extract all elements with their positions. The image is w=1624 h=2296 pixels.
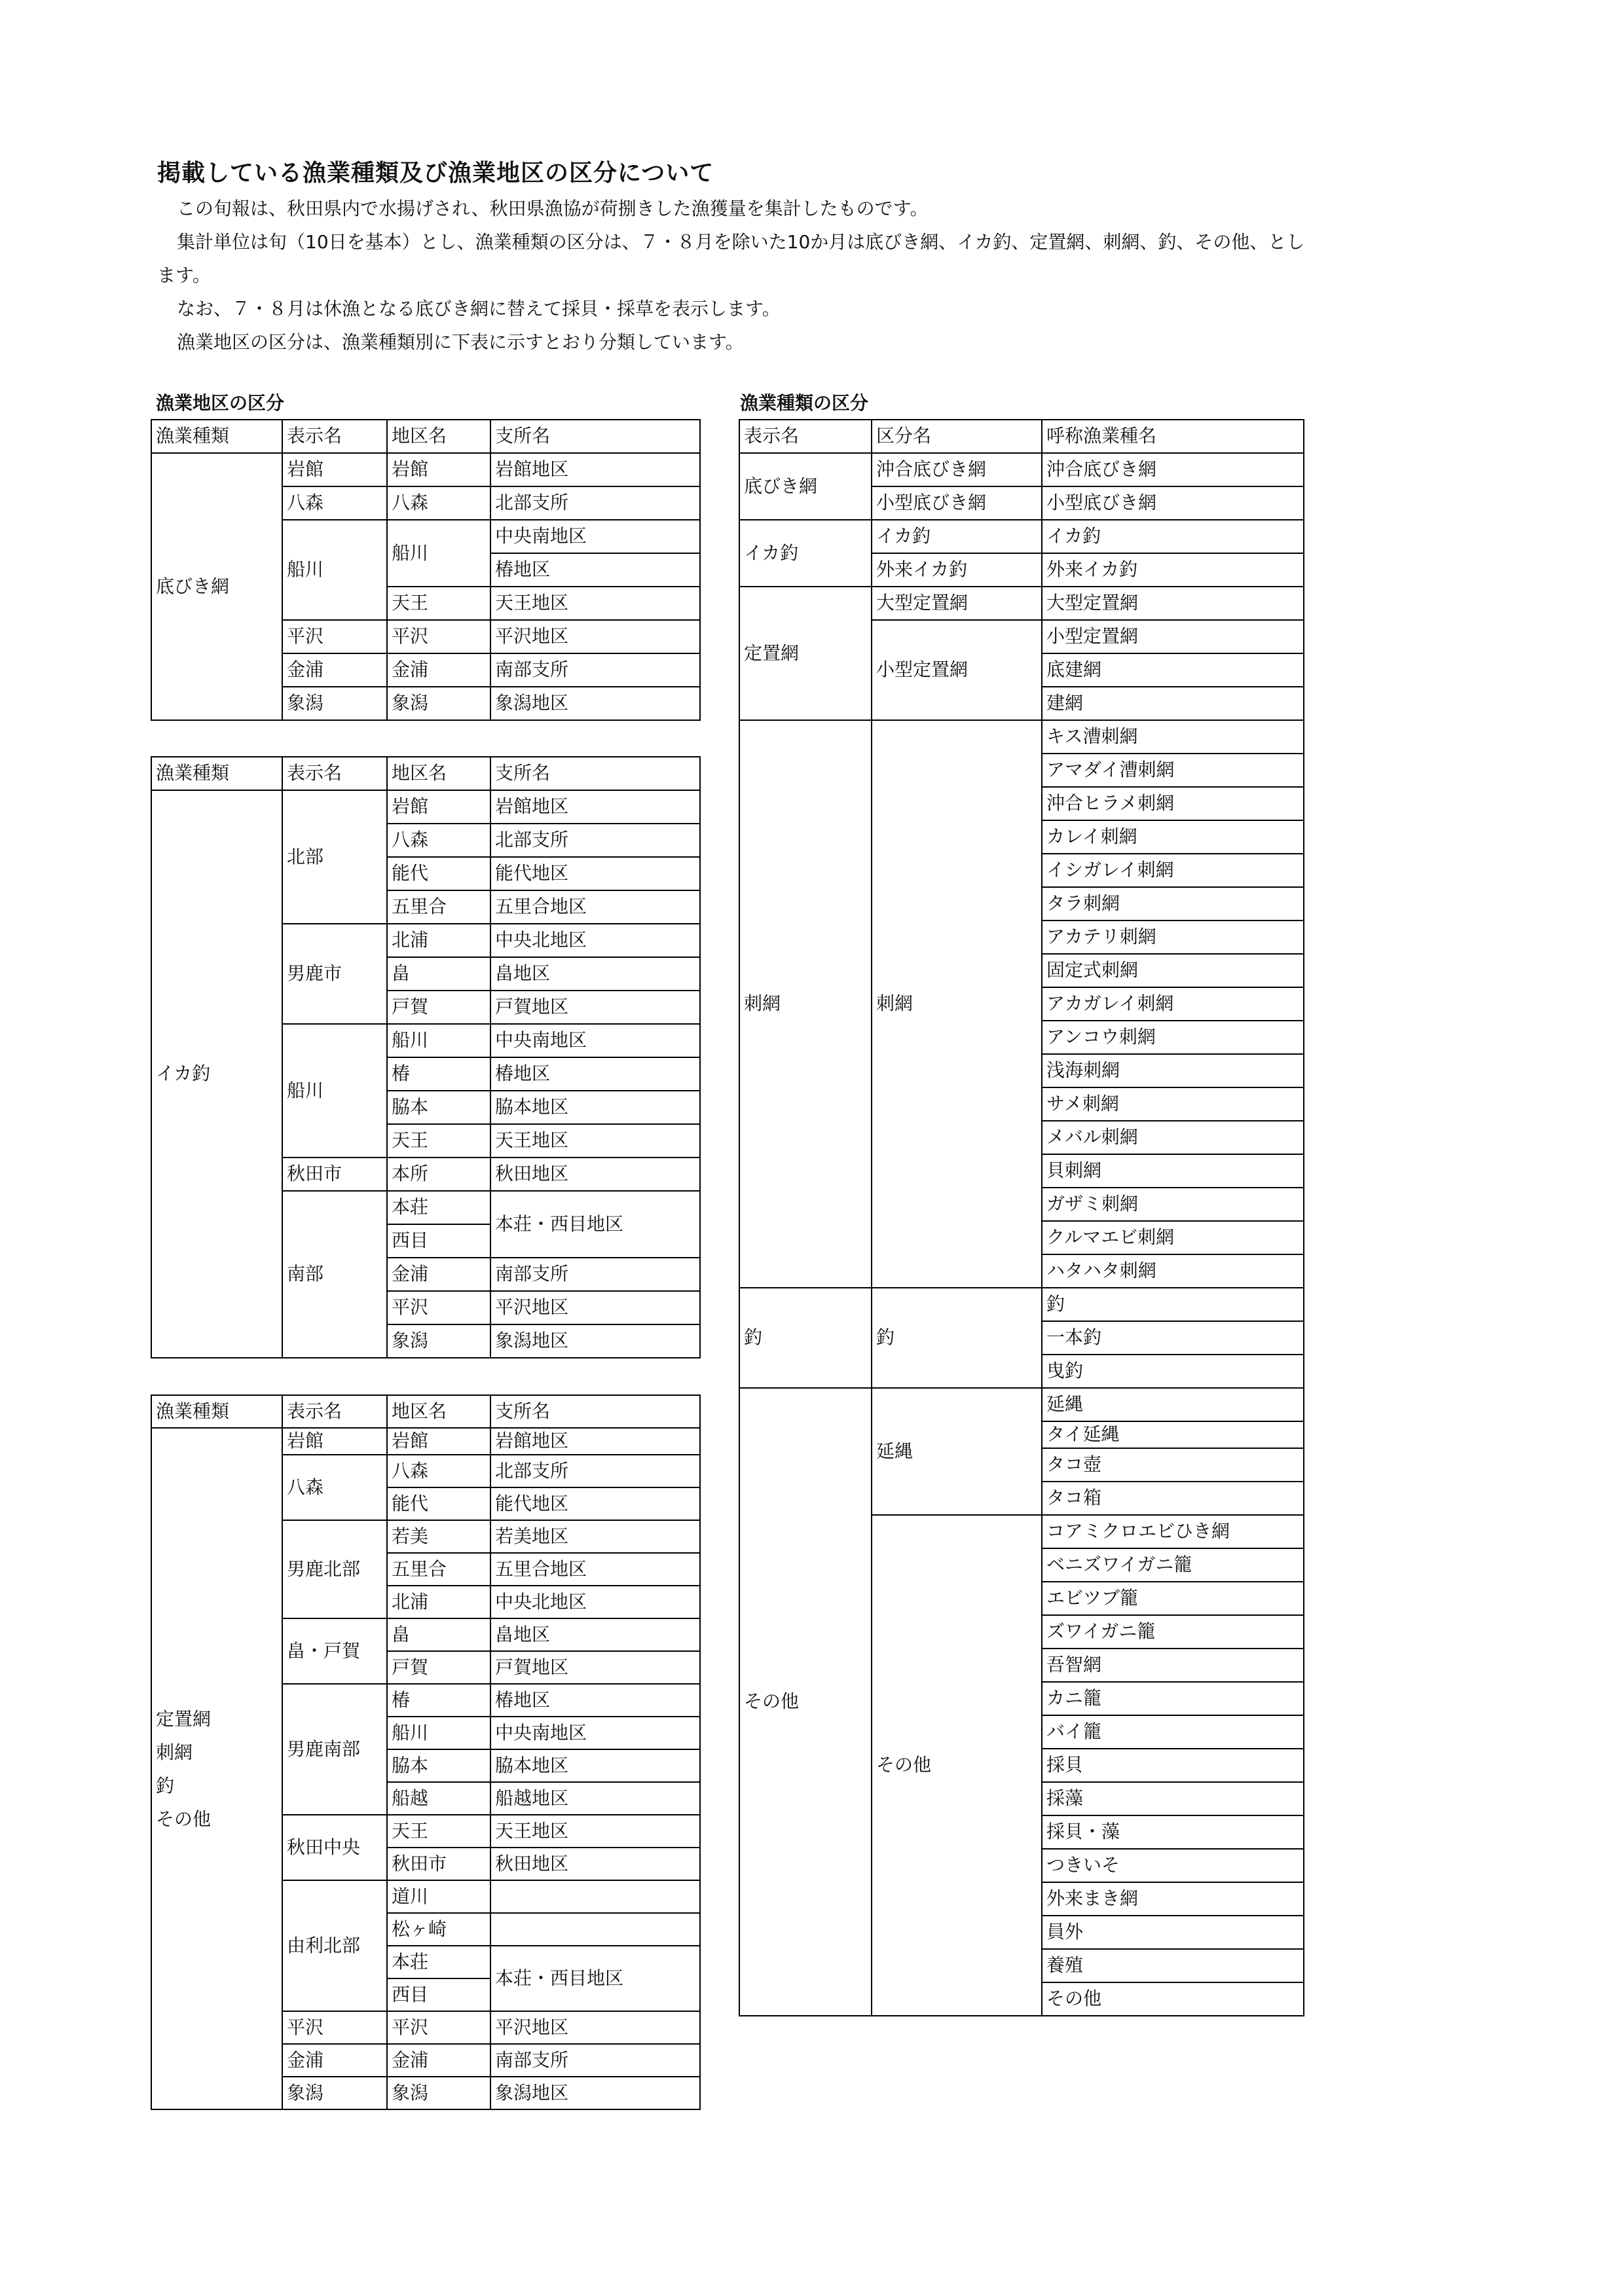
gear-common-name-cell: タコ壺 <box>1042 1448 1304 1482</box>
district-cell: 岩館 <box>387 1428 490 1455</box>
branch-cell: 五里合地区 <box>490 1553 700 1586</box>
table-row <box>739 587 1304 620</box>
gear-category-cell: 小型定置網 <box>872 620 1042 720</box>
branch-cell: 平沢地区 <box>490 1291 700 1324</box>
gear-display-cell: その他 <box>739 1388 872 2016</box>
gear-type-cell <box>151 1428 282 2109</box>
gear-common-name-cell: 採貝・藻 <box>1042 1815 1304 1849</box>
display-name-cell: 船川 <box>282 1024 387 1157</box>
district-cell: 金浦 <box>387 1258 490 1291</box>
gear-common-name-cell: 貝刺網 <box>1042 1154 1304 1188</box>
gear-common-name-cell: 底建網 <box>1042 653 1304 687</box>
display-name-cell: 由利北部 <box>282 1880 387 2011</box>
branch-cell: 天王地区 <box>490 1815 700 1848</box>
district-cell: 船川 <box>387 1024 490 1057</box>
branch-cell: 本荘・西目地区 <box>490 1946 700 2011</box>
district-cell: 秋田市 <box>387 1848 490 1880</box>
gear-common-name-cell: アカガレイ刺網 <box>1042 987 1304 1021</box>
intro-paragraph-2: 集計単位は旬（10日を基本）とし、漁業種類の区分は、７・８月を除いた10か月は底びき網、イカ釣、定置網、刺網、釣、その他、とします。 <box>157 231 1305 286</box>
gear-common-name-cell: アマダイ漕刺網 <box>1042 754 1304 787</box>
display-name-cell: 男鹿市 <box>282 924 387 1024</box>
district-cell: 能代 <box>387 1487 490 1520</box>
district-cell: 金浦 <box>387 2044 490 2077</box>
gear-common-name-cell: クルマエビ刺網 <box>1042 1221 1304 1254</box>
district-cell: 北浦 <box>387 924 490 957</box>
district-cell: 五里合 <box>387 1553 490 1586</box>
gear-common-name-cell: つきいそ <box>1042 1849 1304 1882</box>
gear-display-cell: イカ釣 <box>739 520 872 587</box>
district-cell: 天王 <box>387 1124 490 1157</box>
display-name-cell: 岩館 <box>282 1428 387 1455</box>
column-header: 支所名 <box>490 757 700 790</box>
branch-cell: 戸賀地区 <box>490 1651 700 1684</box>
display-name-cell: 象潟 <box>282 687 387 720</box>
gear-common-name-cell: カニ籠 <box>1042 1682 1304 1715</box>
branch-cell: 平沢地区 <box>490 2011 700 2044</box>
display-name-cell: 八森 <box>282 486 387 520</box>
gear-common-name-cell: 大型定置網 <box>1042 587 1304 620</box>
district-cell: 象潟 <box>387 1324 490 1358</box>
intro-paragraph-1: この旬報は、秋田県内で水揚げされ、秋田県漁協が荷捌きした漁獲量を集計したものです。 <box>177 198 929 219</box>
gear-common-name-cell: 吾智網 <box>1042 1649 1304 1682</box>
branch-cell: 象潟地区 <box>490 2077 700 2109</box>
district-cell: 戸賀 <box>387 991 490 1024</box>
gear-common-name-cell: エビツブ籠 <box>1042 1582 1304 1615</box>
display-name-cell: 八森 <box>282 1455 387 1520</box>
district-cell: 若美 <box>387 1520 490 1553</box>
gear-common-name-cell: アカテリ刺網 <box>1042 920 1304 954</box>
branch-cell: 戸賀地区 <box>490 991 700 1024</box>
branch-cell: 南部支所 <box>490 1258 700 1291</box>
gear-common-name-cell: 延縄 <box>1042 1388 1304 1421</box>
district-cell: 平沢 <box>387 620 490 653</box>
gear-type-line: その他 <box>156 1808 212 1830</box>
gear-type-line: 釣 <box>156 1774 175 1796</box>
branch-cell: 中央北地区 <box>490 1586 700 1618</box>
gear-category-cell: 延縄 <box>872 1388 1042 1515</box>
district-cell: 西目 <box>387 1224 490 1258</box>
column-header: 表示名 <box>282 420 387 453</box>
district-cell: 八森 <box>387 1455 490 1487</box>
table-row <box>151 453 700 486</box>
district-cell: 平沢 <box>387 1291 490 1324</box>
district-cell: 船川 <box>387 1717 490 1749</box>
gear-common-name-cell: 建網 <box>1042 687 1304 720</box>
branch-cell: 秋田地区 <box>490 1848 700 1880</box>
gear-category-table <box>739 419 1304 2016</box>
gear-common-name-cell: 外来イカ釣 <box>1042 553 1304 587</box>
district-cell: 畠 <box>387 1618 490 1651</box>
branch-cell: 能代地区 <box>490 857 700 890</box>
branch-cell: 中央南地区 <box>490 1717 700 1749</box>
branch-cell <box>490 1913 700 1946</box>
display-name-cell: 岩館 <box>282 453 387 486</box>
table-row <box>739 453 1304 486</box>
gear-category-cell: 沖合底びき網 <box>872 453 1042 486</box>
gear-display-cell: 刺網 <box>739 720 872 1288</box>
table-row <box>151 1428 700 1455</box>
gear-common-name-cell: ガザミ刺網 <box>1042 1188 1304 1221</box>
display-name-cell: 船川 <box>282 520 387 620</box>
area-table-setnet-other <box>151 1394 701 2110</box>
district-cell: 岩館 <box>387 790 490 824</box>
gear-type-cell: イカ釣 <box>151 790 282 1358</box>
table-row <box>739 720 1304 754</box>
gear-common-name-cell: 採藻 <box>1042 1782 1304 1815</box>
branch-cell: 北部支所 <box>490 486 700 520</box>
display-name-cell: 男鹿北部 <box>282 1520 387 1618</box>
district-cell: 椿 <box>387 1057 490 1091</box>
column-header: 表示名 <box>282 1395 387 1428</box>
table-row <box>739 1288 1304 1321</box>
display-name-cell: 金浦 <box>282 653 387 687</box>
display-name-cell: 平沢 <box>282 2011 387 2044</box>
gear-common-name-cell: タコ箱 <box>1042 1482 1304 1515</box>
gear-display-cell: 定置網 <box>739 587 872 720</box>
gear-category-cell: 刺網 <box>872 720 1042 1288</box>
district-cell: 平沢 <box>387 2011 490 2044</box>
gear-display-cell: 底びき網 <box>739 453 872 520</box>
column-header: 呼称漁業種名 <box>1042 420 1304 453</box>
column-header: 支所名 <box>490 420 700 453</box>
branch-cell: 象潟地区 <box>490 1324 700 1358</box>
district-cell: 天王 <box>387 1815 490 1848</box>
district-cell: 道川 <box>387 1880 490 1913</box>
page-title: 掲載している漁業種類及び漁業地区の区分について <box>157 160 714 187</box>
table-header-row <box>739 420 1304 453</box>
gear-common-name-cell: タラ刺網 <box>1042 887 1304 920</box>
gear-common-name-cell: 沖合ヒラメ刺網 <box>1042 787 1304 820</box>
display-name-cell: 象潟 <box>282 2077 387 2109</box>
gear-common-name-cell: 外来まき網 <box>1042 1882 1304 1916</box>
branch-cell: 平沢地区 <box>490 620 700 653</box>
column-header: 地区名 <box>387 757 490 790</box>
table-header-row <box>151 757 700 790</box>
column-header: 支所名 <box>490 1395 700 1428</box>
gear-common-name-cell: メバル刺網 <box>1042 1121 1304 1154</box>
branch-cell: 五里合地区 <box>490 890 700 924</box>
district-cell: 金浦 <box>387 653 490 687</box>
display-name-cell: 南部 <box>282 1191 387 1358</box>
district-cell: 能代 <box>387 857 490 890</box>
table-row <box>739 1388 1304 1421</box>
branch-cell: 岩館地区 <box>490 790 700 824</box>
display-name-cell: 秋田中央 <box>282 1815 387 1880</box>
gear-display-cell: 釣 <box>739 1288 872 1388</box>
district-cell: 畠 <box>387 957 490 991</box>
branch-cell: 中央北地区 <box>490 924 700 957</box>
branch-cell: 畠地区 <box>490 1618 700 1651</box>
gear-common-name-cell: バイ籠 <box>1042 1715 1304 1749</box>
branch-cell: 北部支所 <box>490 1455 700 1487</box>
district-cell: 五里合 <box>387 890 490 924</box>
gear-common-name-cell: 小型底びき網 <box>1042 486 1304 520</box>
gear-category-cell: その他 <box>872 1515 1042 2016</box>
column-header: 表示名 <box>282 757 387 790</box>
column-header: 地区名 <box>387 420 490 453</box>
gear-common-name-cell: 養殖 <box>1042 1949 1304 1982</box>
branch-cell: 椿地区 <box>490 1684 700 1717</box>
branch-cell: 南部支所 <box>490 653 700 687</box>
district-cell: 八森 <box>387 486 490 520</box>
gear-common-name-cell: ベニズワイガニ籠 <box>1042 1548 1304 1582</box>
branch-cell: 椿地区 <box>490 553 700 587</box>
intro-paragraph-4: 漁業地区の区分は、漁業種類別に下表に示すとおり分類しています。 <box>177 331 744 353</box>
branch-cell: 畠地区 <box>490 957 700 991</box>
branch-cell: 北部支所 <box>490 824 700 857</box>
district-cell: 八森 <box>387 824 490 857</box>
gear-type-line: 定置網 <box>156 1707 212 1730</box>
gear-common-name-cell: その他 <box>1042 1982 1304 2016</box>
gear-category-cell: 小型底びき網 <box>872 486 1042 520</box>
intro-paragraph-3: なお、７・８月は休漁となる底びき網に替えて採貝・採草を表示します。 <box>177 298 781 319</box>
display-name-cell: 北部 <box>282 790 387 924</box>
column-header: 漁業種類 <box>151 1395 282 1428</box>
area-section-caption: 漁業地区の区分 <box>156 392 285 414</box>
display-name-cell: 金浦 <box>282 2044 387 2077</box>
district-cell: 脇本 <box>387 1749 490 1782</box>
district-cell: 戸賀 <box>387 1651 490 1684</box>
branch-cell: 岩館地区 <box>490 453 700 486</box>
intro-text <box>157 192 1310 359</box>
gear-common-name-cell: キス漕刺網 <box>1042 720 1304 754</box>
branch-cell: 若美地区 <box>490 1520 700 1553</box>
district-cell: 北浦 <box>387 1586 490 1618</box>
display-name-cell: 平沢 <box>282 620 387 653</box>
branch-cell: 天王地区 <box>490 587 700 620</box>
district-cell: 本所 <box>387 1157 490 1191</box>
area-table-squid <box>151 756 701 1358</box>
gear-common-name-cell: 浅海刺網 <box>1042 1054 1304 1087</box>
column-header: 表示名 <box>739 420 872 453</box>
gear-common-name-cell: 一本釣 <box>1042 1321 1304 1355</box>
gear-category-cell: 外来イカ釣 <box>872 553 1042 587</box>
display-name-cell: 男鹿南部 <box>282 1684 387 1815</box>
gear-category-cell: 大型定置網 <box>872 587 1042 620</box>
area-table-trawl <box>151 419 701 721</box>
gear-category-cell: イカ釣 <box>872 520 1042 553</box>
column-header: 地区名 <box>387 1395 490 1428</box>
gear-common-name-cell: 曳釣 <box>1042 1355 1304 1388</box>
column-header: 漁業種類 <box>151 757 282 790</box>
branch-cell <box>490 1880 700 1913</box>
gear-category-cell: 釣 <box>872 1288 1042 1388</box>
district-cell: 船越 <box>387 1782 490 1815</box>
table-row <box>151 790 700 824</box>
branch-cell: 能代地区 <box>490 1487 700 1520</box>
gear-common-name-cell: 員外 <box>1042 1916 1304 1949</box>
gear-common-name-cell: カレイ刺網 <box>1042 820 1304 854</box>
branch-cell: 秋田地区 <box>490 1157 700 1191</box>
gear-type-line: 刺網 <box>156 1741 193 1763</box>
branch-cell: 天王地区 <box>490 1124 700 1157</box>
district-cell: 本荘 <box>387 1191 490 1224</box>
district-cell: 椿 <box>387 1684 490 1717</box>
branch-cell: 象潟地区 <box>490 687 700 720</box>
gear-common-name-cell: コアミクロエビひき網 <box>1042 1515 1304 1548</box>
display-name-cell: 秋田市 <box>282 1157 387 1191</box>
gear-common-name-cell: 小型定置網 <box>1042 620 1304 653</box>
gear-type-cell: 底びき網 <box>151 453 282 720</box>
column-header: 漁業種類 <box>151 420 282 453</box>
district-cell: 天王 <box>387 587 490 620</box>
gear-common-name-cell: 釣 <box>1042 1288 1304 1321</box>
gear-common-name-cell: イカ釣 <box>1042 520 1304 553</box>
table-header-row <box>151 420 700 453</box>
gear-common-name-cell: サメ刺網 <box>1042 1087 1304 1121</box>
gear-common-name-cell: 採貝 <box>1042 1749 1304 1782</box>
district-cell: 松ヶ崎 <box>387 1913 490 1946</box>
district-cell: 岩館 <box>387 453 490 486</box>
display-name-cell: 畠・戸賀 <box>282 1618 387 1684</box>
branch-cell: 脇本地区 <box>490 1091 700 1124</box>
branch-cell: 南部支所 <box>490 2044 700 2077</box>
gear-common-name-cell: 沖合底びき網 <box>1042 453 1304 486</box>
gear-common-name-cell: ズワイガニ籠 <box>1042 1615 1304 1649</box>
gear-common-name-cell: アンコウ刺網 <box>1042 1021 1304 1054</box>
branch-cell: 脇本地区 <box>490 1749 700 1782</box>
gear-common-name-cell: タイ延縄 <box>1042 1421 1304 1448</box>
gear-common-name-cell: イシガレイ刺網 <box>1042 854 1304 887</box>
branch-cell: 岩館地区 <box>490 1428 700 1455</box>
gear-section-caption: 漁業種類の区分 <box>740 392 869 414</box>
branch-cell: 船越地区 <box>490 1782 700 1815</box>
district-cell: 船川 <box>387 520 490 587</box>
branch-cell: 本荘・西目地区 <box>490 1191 700 1258</box>
district-cell: 西目 <box>387 1978 490 2011</box>
column-header: 区分名 <box>872 420 1042 453</box>
district-cell: 象潟 <box>387 2077 490 2109</box>
table-header-row <box>151 1395 700 1428</box>
district-cell: 本荘 <box>387 1946 490 1978</box>
gear-common-name-cell: 固定式刺網 <box>1042 954 1304 987</box>
branch-cell: 中央南地区 <box>490 520 700 553</box>
branch-cell: 中央南地区 <box>490 1024 700 1057</box>
district-cell: 脇本 <box>387 1091 490 1124</box>
branch-cell: 椿地区 <box>490 1057 700 1091</box>
district-cell: 象潟 <box>387 687 490 720</box>
table-row <box>739 520 1304 553</box>
gear-common-name-cell: ハタハタ刺網 <box>1042 1254 1304 1288</box>
